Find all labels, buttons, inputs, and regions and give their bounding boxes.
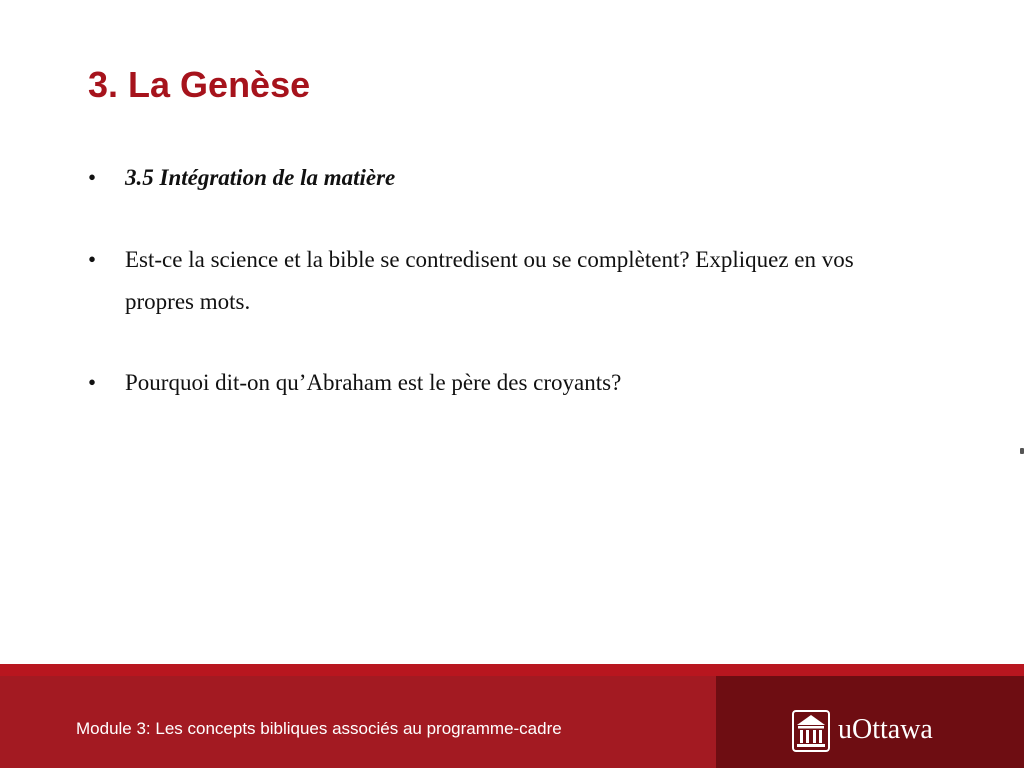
bullet-item bbox=[88, 362, 988, 404]
footer-bar bbox=[0, 664, 1024, 768]
bullet-item bbox=[88, 239, 988, 323]
university-building-icon bbox=[792, 710, 830, 752]
bullet-marker: • bbox=[88, 165, 97, 190]
footer-accent-line bbox=[0, 664, 1024, 676]
bullet-marker: • bbox=[88, 370, 97, 395]
footer-caption: Module 3: Les concepts bibliques associés au programme-cadre bbox=[76, 719, 562, 738]
bullet-item bbox=[88, 157, 988, 199]
footer-caption-panel bbox=[0, 676, 716, 768]
edge-artifact bbox=[1020, 448, 1024, 454]
slide-title: 3. La Genèse bbox=[88, 64, 311, 105]
bullet-text: Pourquoi dit-on qu’Abraham est le père des croyants? bbox=[125, 370, 622, 395]
bullet-text: Est-ce la science et la bible se contredisent ou se complètent? Expliquez en vos propres mots. bbox=[125, 247, 854, 314]
footer-logo-panel bbox=[716, 676, 1024, 768]
bullet-text-subheading: 3.5 Intégration de la matière bbox=[125, 165, 396, 190]
bullet-marker: • bbox=[88, 247, 97, 272]
university-logo-text: uOttawa bbox=[838, 714, 933, 745]
